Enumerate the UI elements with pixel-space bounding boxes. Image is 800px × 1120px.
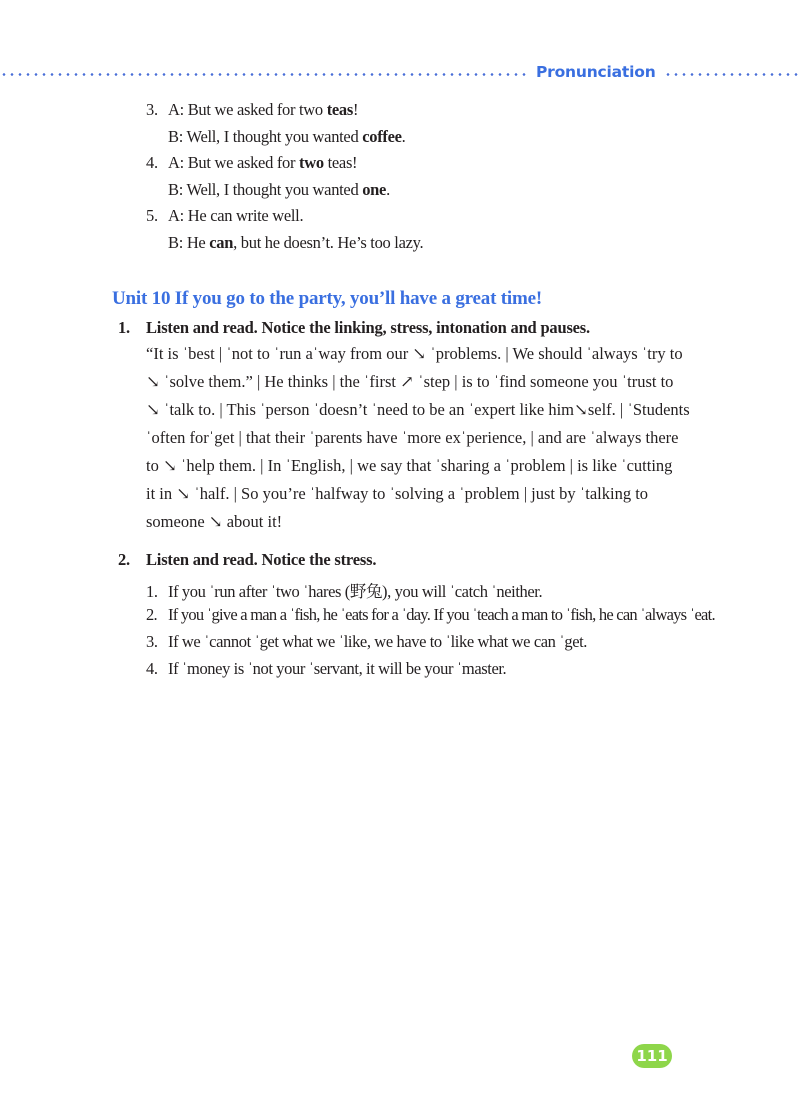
dialogue-5-b: B: He can, but he doesn’t. He’s too lazy. [168,233,424,252]
paragraph-line: it in ↘ ˈhalf. | So you’re ˈhalfway to ˈsolving a ˈproblem | just by ˈtalking to [146,484,649,503]
paragraph-line: to ↘ ˈhelp them. | In ˈEnglish, | we say that ˈsharing a ˈproblem | is like ˈcutting [146,456,673,475]
proverb-item: 2. If you ˈgive a man a ˈfish, he ˈeats for a ˈday. If you ˈteach a man to ˈfish, he can ˈalways ˈeat. [146,605,715,624]
dialogue-4-b: B: Well, I thought you wanted one. [168,180,390,199]
dialogue-4-a: 4. A: But we asked for two teas! [146,153,358,172]
paragraph-line: “It is ˈbest | ˈnot to ˈrun aˈway from our ↘ ˈproblems. | We should ˈalways ˈtry to [146,344,683,363]
dialogue-3-b: B: Well, I thought you wanted coffee. [168,127,406,146]
dialogue-5-a: 5. A: He can write well. [146,206,304,225]
dialogue-3-a: 3. A: But we asked for two teas! [146,100,359,119]
header-dotted-rule-right [664,73,800,76]
paragraph-line: someone ↘ about it! [146,512,283,531]
paragraph-line: ↘ ˈsolve them.” | He thinks | the ˈfirst ↗ ˈstep | is to ˈfind someone you ˈtrust to [146,372,674,391]
page-number-badge: 111 [632,1044,672,1068]
paragraph-line: ↘ ˈtalk to. | This ˈperson ˈdoesn’t ˈneed to be an ˈexpert like him↘self. | ˈStudents [146,400,690,419]
question-2-heading: 2. Listen and read. Notice the stress. [118,550,377,569]
unit-title: Unit 10 If you go to the party, you’ll have a great time! [112,288,542,309]
proverb-item: 4. If ˈmoney is ˈnot your ˈservant, it will be your ˈmaster. [146,659,507,678]
paragraph-line: ˈoften forˈget | that their ˈparents have ˈmore exˈperience, | and are ˈalways there [146,428,679,447]
header-dotted-rule-left [0,73,528,76]
proverb-item: 1. If you ˈrun after ˈtwo ˈhares (野兔), you will ˈcatch ˈneither. [146,582,543,601]
proverb-item: 3. If we ˈcannot ˈget what we ˈlike, we have to ˈlike what we can ˈget. [146,632,588,651]
section-label: Pronunciation [536,63,656,81]
question-1-heading: 1. Listen and read. Notice the linking, stress, intonation and pauses. [118,318,590,337]
